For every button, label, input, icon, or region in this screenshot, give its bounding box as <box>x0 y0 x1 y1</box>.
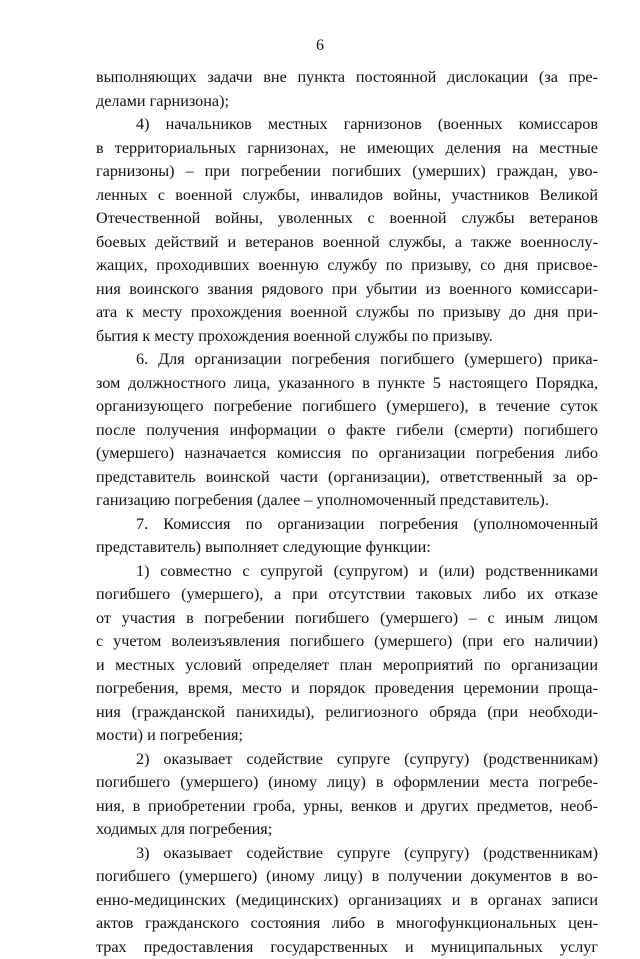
text-line: 1) совместно с супругой (супругом) и (или) родственниками <box>96 560 598 584</box>
text-line: выполняющих задачи вне пункта постоянной дислокации (за пре- <box>96 66 598 90</box>
text-line: погребения, время, место и порядок проведения церемонии проща- <box>96 677 598 701</box>
text-line: ходимых для погребения; <box>96 818 598 842</box>
text-line: жащих, проходивших военную службу по призыву, со дня присвое- <box>96 254 598 278</box>
document-body <box>96 66 598 959</box>
text-line: (умершего) назначается комиссия по организации погребения либо <box>96 442 598 466</box>
text-line: ганизацию погребения (далее – уполномоченный представитель). <box>96 489 598 513</box>
text-line: 2) оказывает содействие супруге (супругу) (родственникам) <box>96 748 598 772</box>
text-line: ния, в приобретении гроба, урны, венков и других предметов, необ- <box>96 795 598 819</box>
text-line: ния воинского звания рядового при убытии из военного комиссари- <box>96 278 598 302</box>
text-line: Отечественной войны, уволенных с военной службы ветеранов <box>96 207 598 231</box>
page-number: 6 <box>0 37 640 55</box>
text-line: ния (гражданской панихиды), религиозного обряда (при необходи- <box>96 701 598 725</box>
text-line: трах предоставления государственных и муниципальных услуг <box>96 936 598 959</box>
text-line: ленных с военной службы, инвалидов войны, участников Великой <box>96 184 598 208</box>
text-line: 3) оказывает содействие супруге (супругу) (родственникам) <box>96 842 598 866</box>
text-line: гарнизоны) – при погребении погибших (умерших) граждан, уво- <box>96 160 598 184</box>
text-line: в территориальных гарнизонах, не имеющих деления на местные <box>96 137 598 161</box>
text-line: погибшего (умершего), а при отсутствии таковых либо их отказе <box>96 583 598 607</box>
text-line: представитель воинской части (организации), ответственный за ор- <box>96 466 598 490</box>
text-line: представитель) выполняет следующие функции: <box>96 536 598 560</box>
text-line: бытия к месту прохождения военной службы по призыву. <box>96 325 598 349</box>
text-line: от участия в погребении погибшего (умершего) – с иным лицом <box>96 607 598 631</box>
text-line: актов гражданского состояния либо в многофункциональных цен- <box>96 912 598 936</box>
text-line: 4) начальников местных гарнизонов (военных комиссаров <box>96 113 598 137</box>
text-line: делами гарнизона); <box>96 90 598 114</box>
text-line: погибшего (умершего) (иному лицу) в оформлении места погребе- <box>96 771 598 795</box>
text-line: ата к месту прохождения военной службы по призыву до дня при- <box>96 301 598 325</box>
text-line: и местных условий определяет план мероприятий по организации <box>96 654 598 678</box>
text-line: мости) и погребения; <box>96 724 598 748</box>
text-line: погибшего (умершего) (иному лицу) в получении документов в во- <box>96 865 598 889</box>
text-line: зом должностного лица, указанного в пункте 5 настоящего Порядка, <box>96 372 598 396</box>
text-line: 6. Для организации погребения погибшего (умершего) прика- <box>96 348 598 372</box>
text-line: боевых действий и ветеранов военной службы, а также военнослу- <box>96 231 598 255</box>
text-line: енно-медицинских (медицинских) организациях и в органах записи <box>96 889 598 913</box>
text-line: с учетом волеизъявления погибшего (умершего) (при его наличии) <box>96 630 598 654</box>
text-line: 7. Комиссия по организации погребения (уполномоченный <box>96 513 598 537</box>
text-line: после получения информации о факте гибели (смерти) погибшего <box>96 419 598 443</box>
text-line: организующего погребение погибшего (умершего), в течение суток <box>96 395 598 419</box>
